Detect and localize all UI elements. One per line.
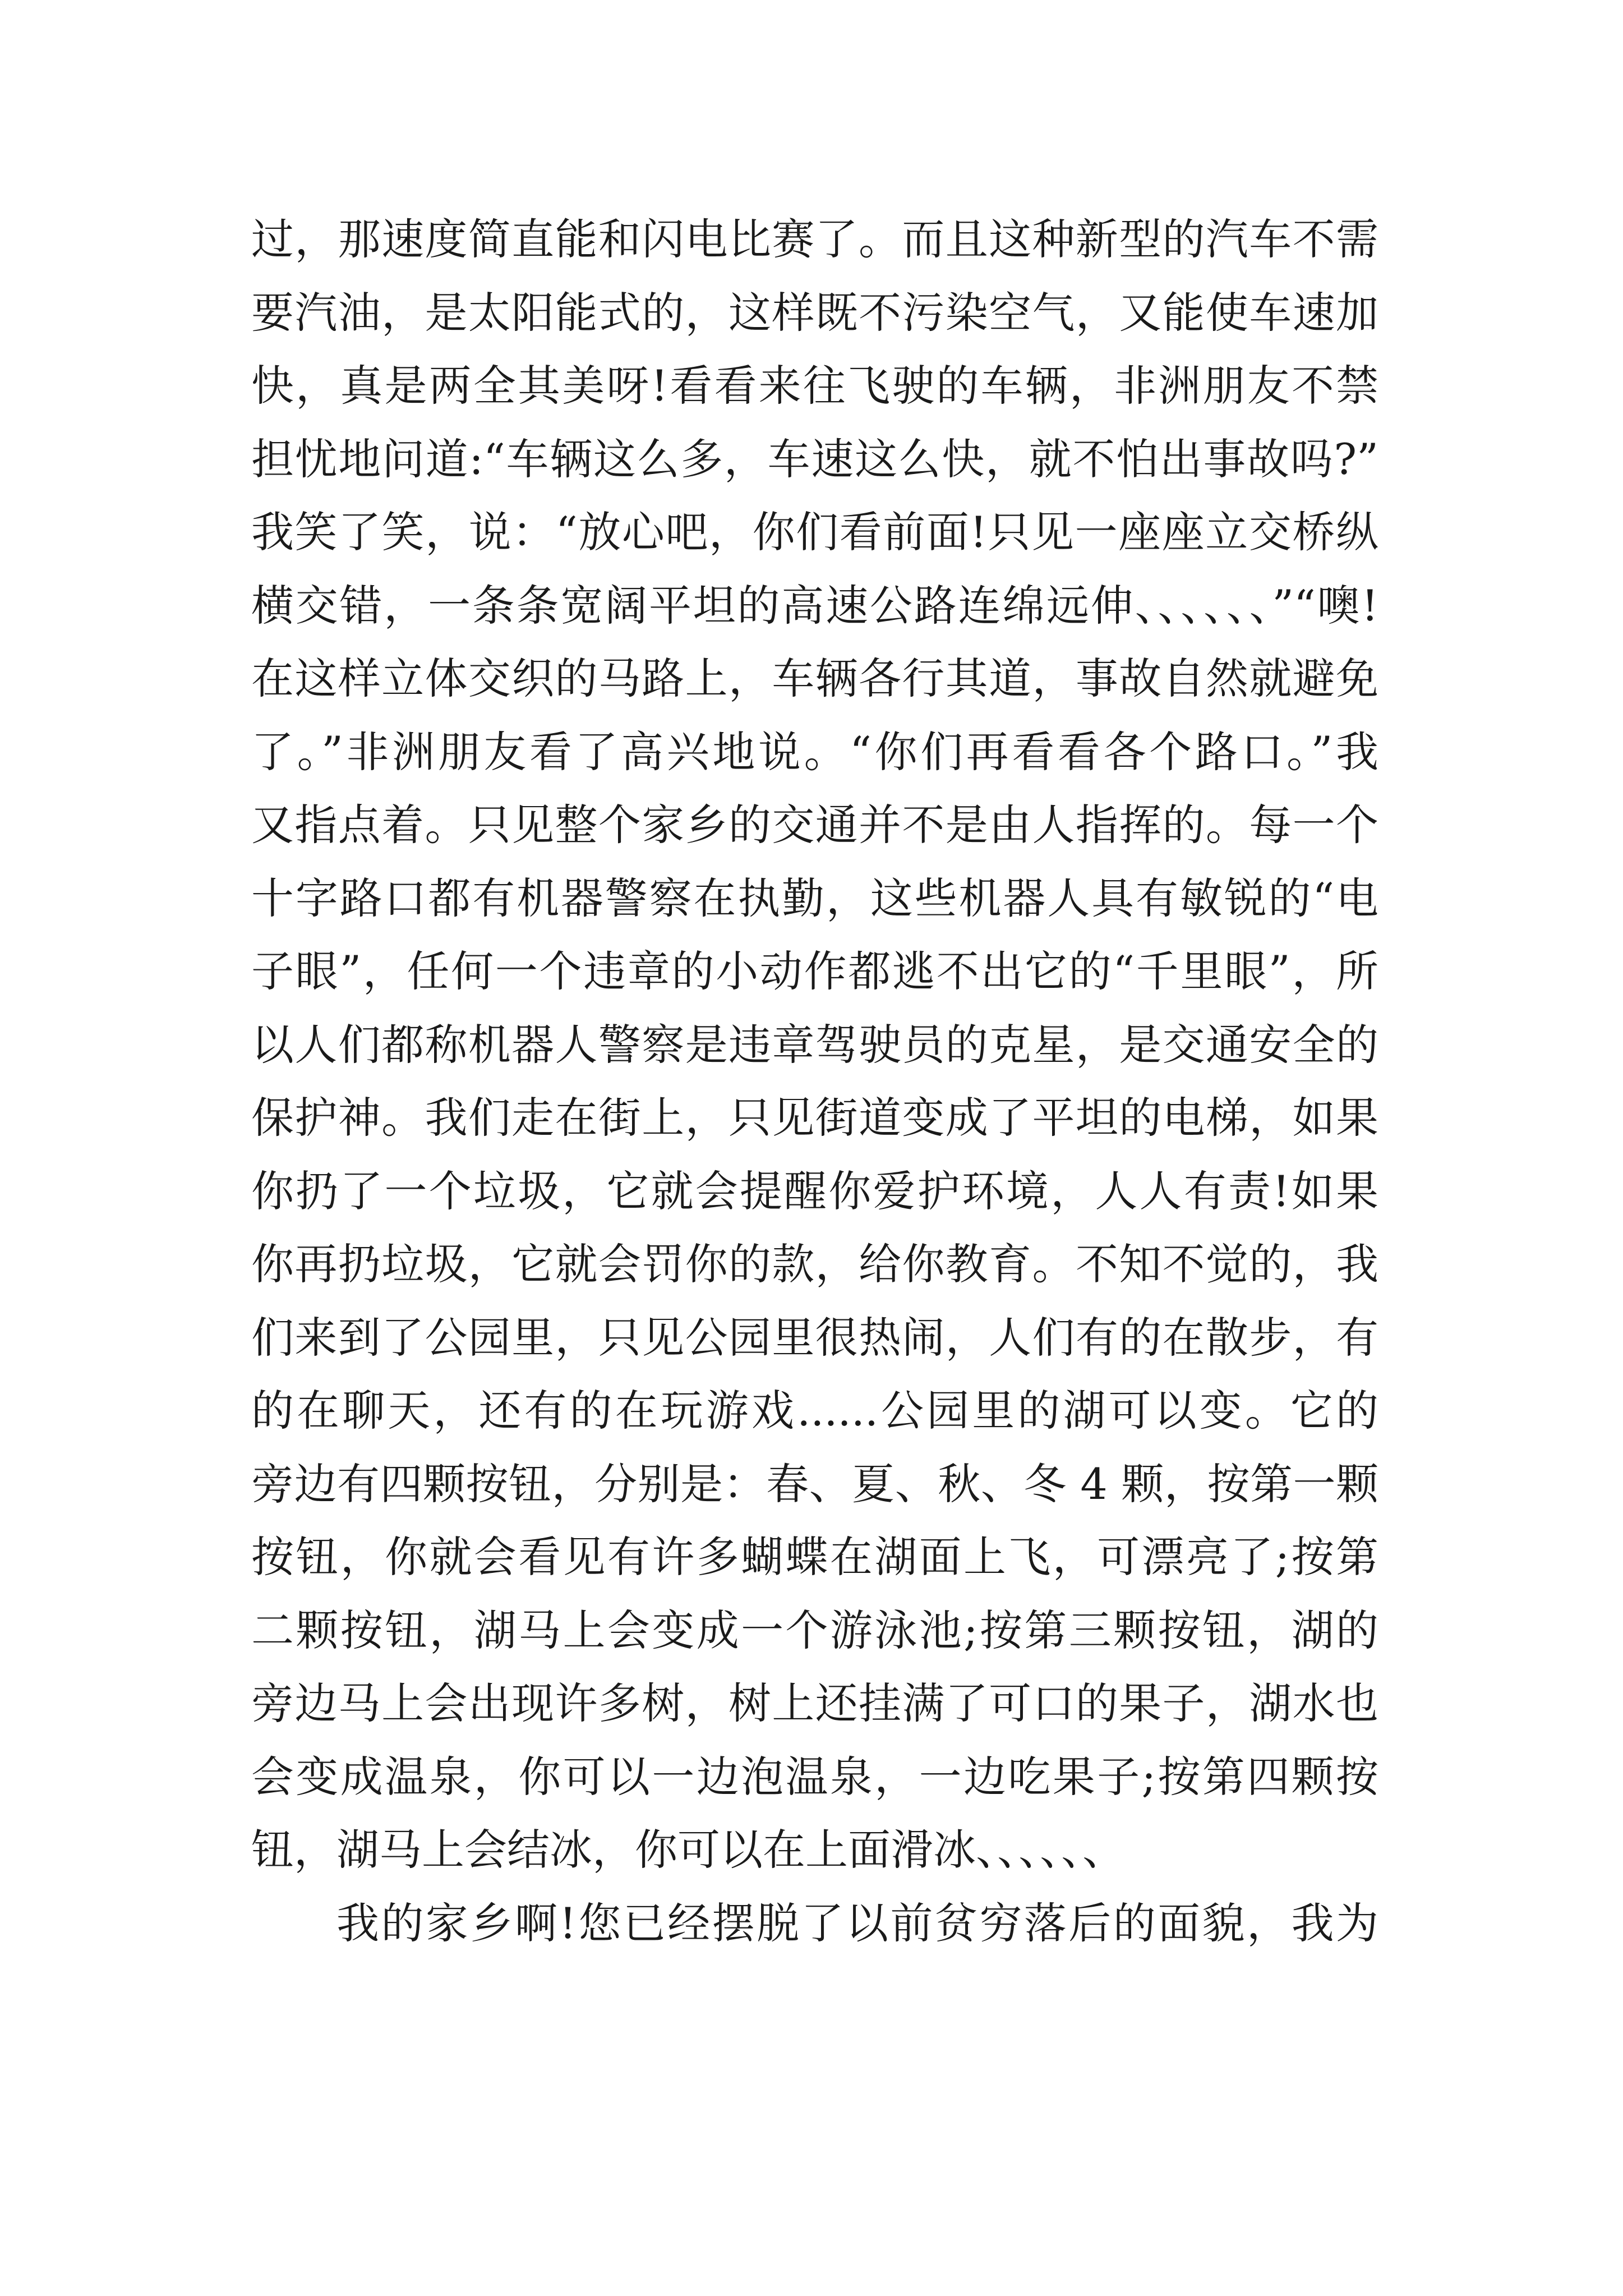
paragraph-continuation: [251, 203, 1378, 1887]
text-line: 保护神。我们走在街上，只见街道变成了平坦的电梯，如果: [251, 1093, 1378, 1143]
text-line: 又指点着。只见整个家乡的交通并不是由人指挥的。每一个: [251, 800, 1378, 850]
text-line: 旁边有四颗按钮，分别是：春、夏、秋、冬 4 颗，按第一颗: [251, 1458, 1378, 1509]
text-line: 的在聊天，还有的在玩游戏......公园里的湖可以变。它的: [251, 1386, 1378, 1435]
text-line: 你再扔垃圾，它就会罚你的款，给你教育。不知不觉的，我: [251, 1239, 1378, 1289]
text-line: 我的家乡啊!您已经摆脱了以前贫穷落后的面貌，我为: [336, 1898, 1378, 1948]
text-line: 们来到了公园里，只见公园里很热闹，人们有的在散步，有: [251, 1312, 1378, 1363]
text-line: 过，那速度简直能和闪电比赛了。而且这种新型的汽车不需: [251, 214, 1378, 264]
body-text: [251, 203, 1378, 1960]
text-line: 会变成温泉，你可以一边泡温泉，一边吃果子;按第四颗按: [251, 1751, 1378, 1802]
text-line: 以人们都称机器人警察是违章驾驶员的克星，是交通安全的: [251, 1019, 1378, 1070]
text-line: 你扔了一个垃圾，它就会提醒你爱护环境，人人有责!如果: [251, 1166, 1378, 1216]
text-line: 了。”非洲朋友看了高兴地说。“你们再看看各个路口。”我: [251, 726, 1378, 777]
text-line: 二颗按钮，湖马上会变成一个游泳池;按第三颗按钮，湖的: [251, 1605, 1378, 1655]
text-line: 按钮，你就会看见有许多蝴蝶在湖面上飞，可漂亮了;按第: [251, 1532, 1378, 1582]
text-line: 我笑了笑，说：“放心吧，你们看前面!只见一座座立交桥纵: [251, 507, 1378, 557]
text-line: 快，真是两全其美呀!看看来往飞驶的车辆，非洲朋友不禁: [251, 361, 1378, 411]
text-line: 十字路口都有机器警察在执勤，这些机器人具有敏锐的“电: [251, 873, 1378, 923]
text-line: 子眼”，任何一个违章的小动作都逃不出它的“千里眼”，所: [251, 946, 1378, 996]
paragraph-next: [251, 1887, 1378, 1961]
text-line: 要汽油，是太阳能式的，这样既不污染空气，又能使车速加: [251, 287, 1378, 338]
text-line: 旁边马上会出现许多树，树上还挂满了可口的果子，湖水也: [251, 1678, 1378, 1728]
text-line: 担忧地问道:“车辆这么多，车速这么快，就不怕出事故吗?”: [251, 434, 1378, 484]
text-line: 在这样立体交织的马路上，车辆各行其道，事故自然就避免: [251, 654, 1378, 703]
text-line: 横交错，一条条宽阔平坦的高速公路连绵远伸、、、、、、”“噢!: [251, 580, 1378, 631]
text-line: 钮，湖马上会结冰，你可以在上面滑冰、、、、、、: [251, 1825, 1125, 1875]
